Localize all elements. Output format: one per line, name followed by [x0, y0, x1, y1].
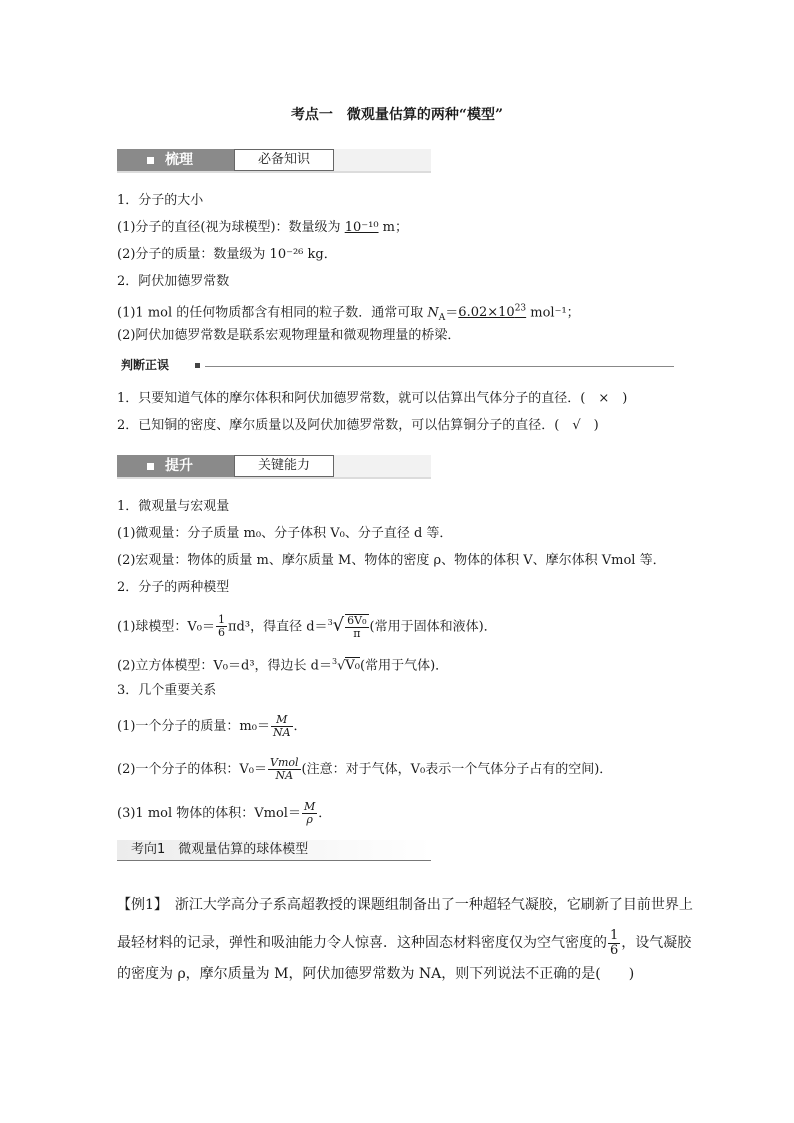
example-line-3: 的密度为 ρ，摩尔质量为 M，阿伏加德罗常数为 NA，则下列说法不正确的是( )	[117, 966, 635, 982]
heading-avogadro: 2．阿伏加德罗常数	[117, 274, 230, 289]
formula-molecule-volume: (2)一个分子的体积：V₀＝ $\frac{\text{Vmol}}{NA}$ (注意：对于气体，V₀表示一个气体分子占有的空间)．	[117, 756, 613, 782]
formula-molecule-mass: (1)一个分子的质量：m₀＝ $\frac{M}{NA}$ ．	[117, 713, 307, 739]
text-bridge: (2)阿伏加德罗常数是联系宏观物理量和微观物理量的桥梁．	[117, 328, 461, 343]
example-line-2: 最轻材料的记录，弹性和吸油能力令人惊喜．这种固态材料密度仅为空气密度的 $\frac{1}{6}$ ，设气凝胶	[117, 927, 692, 958]
text-diameter: (1)分子的直径(视为球模型)：数量级为 10⁻¹⁰ m；	[117, 220, 408, 235]
formula-ball-model: (1)球模型：V₀＝ $\frac{1}{6}$ πd³，得直径 d＝$^3$√ $\frac{\text{6V₀}}{\pi}$ (常用于固体和液体)．	[117, 613, 497, 640]
banner-box-label: 必备知识	[234, 149, 334, 171]
square-icon	[147, 157, 154, 164]
section-banner-improve	[117, 455, 431, 479]
banner-tag: 提升	[117, 455, 234, 477]
heading-relations: 3．几个重要关系	[117, 683, 217, 698]
fraction: $\frac{1}{6}$	[610, 927, 619, 958]
answer-avogadro: $6.02\times 10^{23}$	[458, 304, 527, 321]
heading-molecule-size: 1．分子的大小	[117, 193, 204, 208]
fraction: $\frac{M}{NA}$	[272, 713, 291, 739]
fraction: $\frac{1}{6}$	[218, 613, 226, 640]
square-icon	[147, 463, 154, 470]
formula-cube-model: (2)立方体模型：V₀＝d³，得边长 d＝$^3$√V₀(常用于气体)．	[117, 657, 449, 674]
heading-micro-macro: 1．微观量与宏观量	[117, 499, 230, 514]
text-macro-quantities: (2)宏观量：物体的质量 m、摩尔质量 M、物体的密度 ρ、物体的体积 V、摩尔体积 Vmol 等．	[117, 553, 666, 568]
judge-section-header: 判断正误	[117, 356, 674, 376]
heading-two-models: 2．分子的两种模型	[117, 580, 230, 595]
banner-box-label: 关键能力	[234, 455, 334, 477]
example-line-1: 【例1】 浙江大学高分子系高超教授的课题组制备出了一种超轻气凝胶，它刷新了目前世界上	[117, 897, 693, 913]
formula-mole-volume: (3)1 mol 物体的体积：Vmol＝ $\frac{M}{\rho}$ ．	[117, 800, 332, 826]
text-avogadro-value: (1)1 mol 的任何物质都含有相同的粒子数．通常可取 $N_A=6.02\times 10^{23}$ mol⁻¹；	[117, 304, 580, 323]
text-micro-quantities: (1)微观量：分子质量 m₀、分子体积 V₀、分子直径 d 等．	[117, 526, 453, 541]
banner-underline	[117, 171, 431, 173]
text-mass: (2)分子的质量：数量级为 10⁻²⁶ kg．	[117, 247, 337, 262]
banner-underline	[117, 477, 431, 479]
fraction: $\frac{M}{\rho}$	[303, 800, 316, 826]
page-title: 考点一 微观量估算的两种“模型”	[290, 107, 504, 123]
topic-direction-header: 考向1 微观量估算的球体模型	[117, 840, 431, 860]
banner-tag: 梳理	[117, 149, 234, 171]
section-banner-review	[117, 149, 431, 173]
square-icon	[195, 363, 200, 368]
divider	[205, 366, 674, 367]
fraction: $\frac{\text{Vmol}}{NA}$	[270, 756, 299, 782]
divider	[117, 860, 431, 861]
judge-question-1: 1．只要知道气体的摩尔体积和阿伏加德罗常数，就可以估算出气体分子的直径．( × )	[117, 391, 628, 406]
judge-question-2: 2．已知铜的密度、摩尔质量以及阿伏加德罗常数，可以估算铜分子的直径．( √ )	[117, 418, 599, 433]
fraction: $\frac{\text{6V₀}}{\pi}$	[347, 613, 367, 640]
answer-diameter: 10⁻¹⁰	[344, 220, 379, 235]
